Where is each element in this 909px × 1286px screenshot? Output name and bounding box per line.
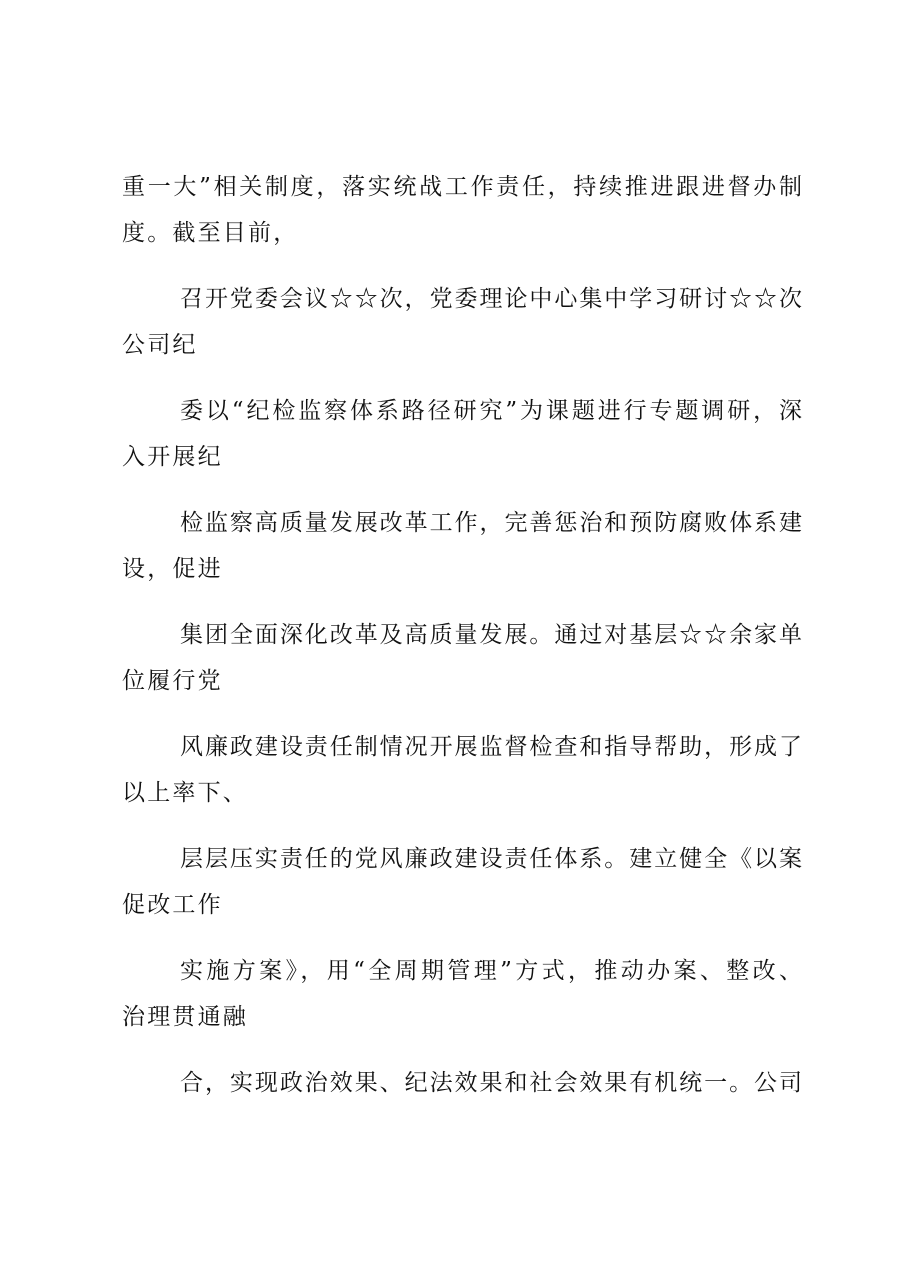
text-line: 集团全面深化改革及高质量发展。通过对基层☆☆余家单 [180, 622, 802, 648]
paragraph [122, 276, 802, 368]
document-body [122, 164, 802, 1106]
paragraph [122, 612, 802, 704]
paragraph [122, 164, 802, 256]
paragraph [122, 948, 802, 1040]
paragraph [122, 1060, 802, 1106]
text-line: 治理贯通融 [122, 1004, 248, 1030]
text-line: 委以“纪检监察体系路径研究”为课题进行专题调研，深 [180, 398, 802, 424]
text-line: 重一大”相关制度，落实统战工作责任，持续推进跟进督办制 [122, 174, 802, 200]
text-line: 度。截至目前， [122, 220, 299, 246]
text-line: 促改工作 [122, 892, 223, 918]
text-line: 以上率下、 [122, 780, 248, 806]
paragraph [122, 836, 802, 928]
text-line: 层层压实责任的党风廉政建设责任体系。建立健全《以案 [180, 846, 802, 872]
paragraph [122, 724, 802, 816]
text-line: 公司纪 [122, 332, 198, 358]
text-line: 设，促进 [122, 556, 223, 582]
text-line: 实施方案》，用“全周期管理”方式，推动办案、整改、 [180, 958, 802, 984]
paragraph [122, 388, 802, 480]
text-line: 位履行党 [122, 668, 223, 694]
paragraph [122, 500, 802, 592]
text-line: 合，实现政治效果、纪法效果和社会效果有机统一。公司 [180, 1070, 802, 1096]
text-line: 入开展纪 [122, 444, 223, 470]
text-line: 检监察高质量发展改革工作，完善惩治和预防腐败体系建 [180, 510, 802, 536]
text-line: 召开党委会议☆☆次，党委理论中心集中学习研讨☆☆次 [180, 286, 802, 312]
text-line: 风廉政建设责任制情况开展监督检查和指导帮助，形成了 [180, 734, 802, 760]
